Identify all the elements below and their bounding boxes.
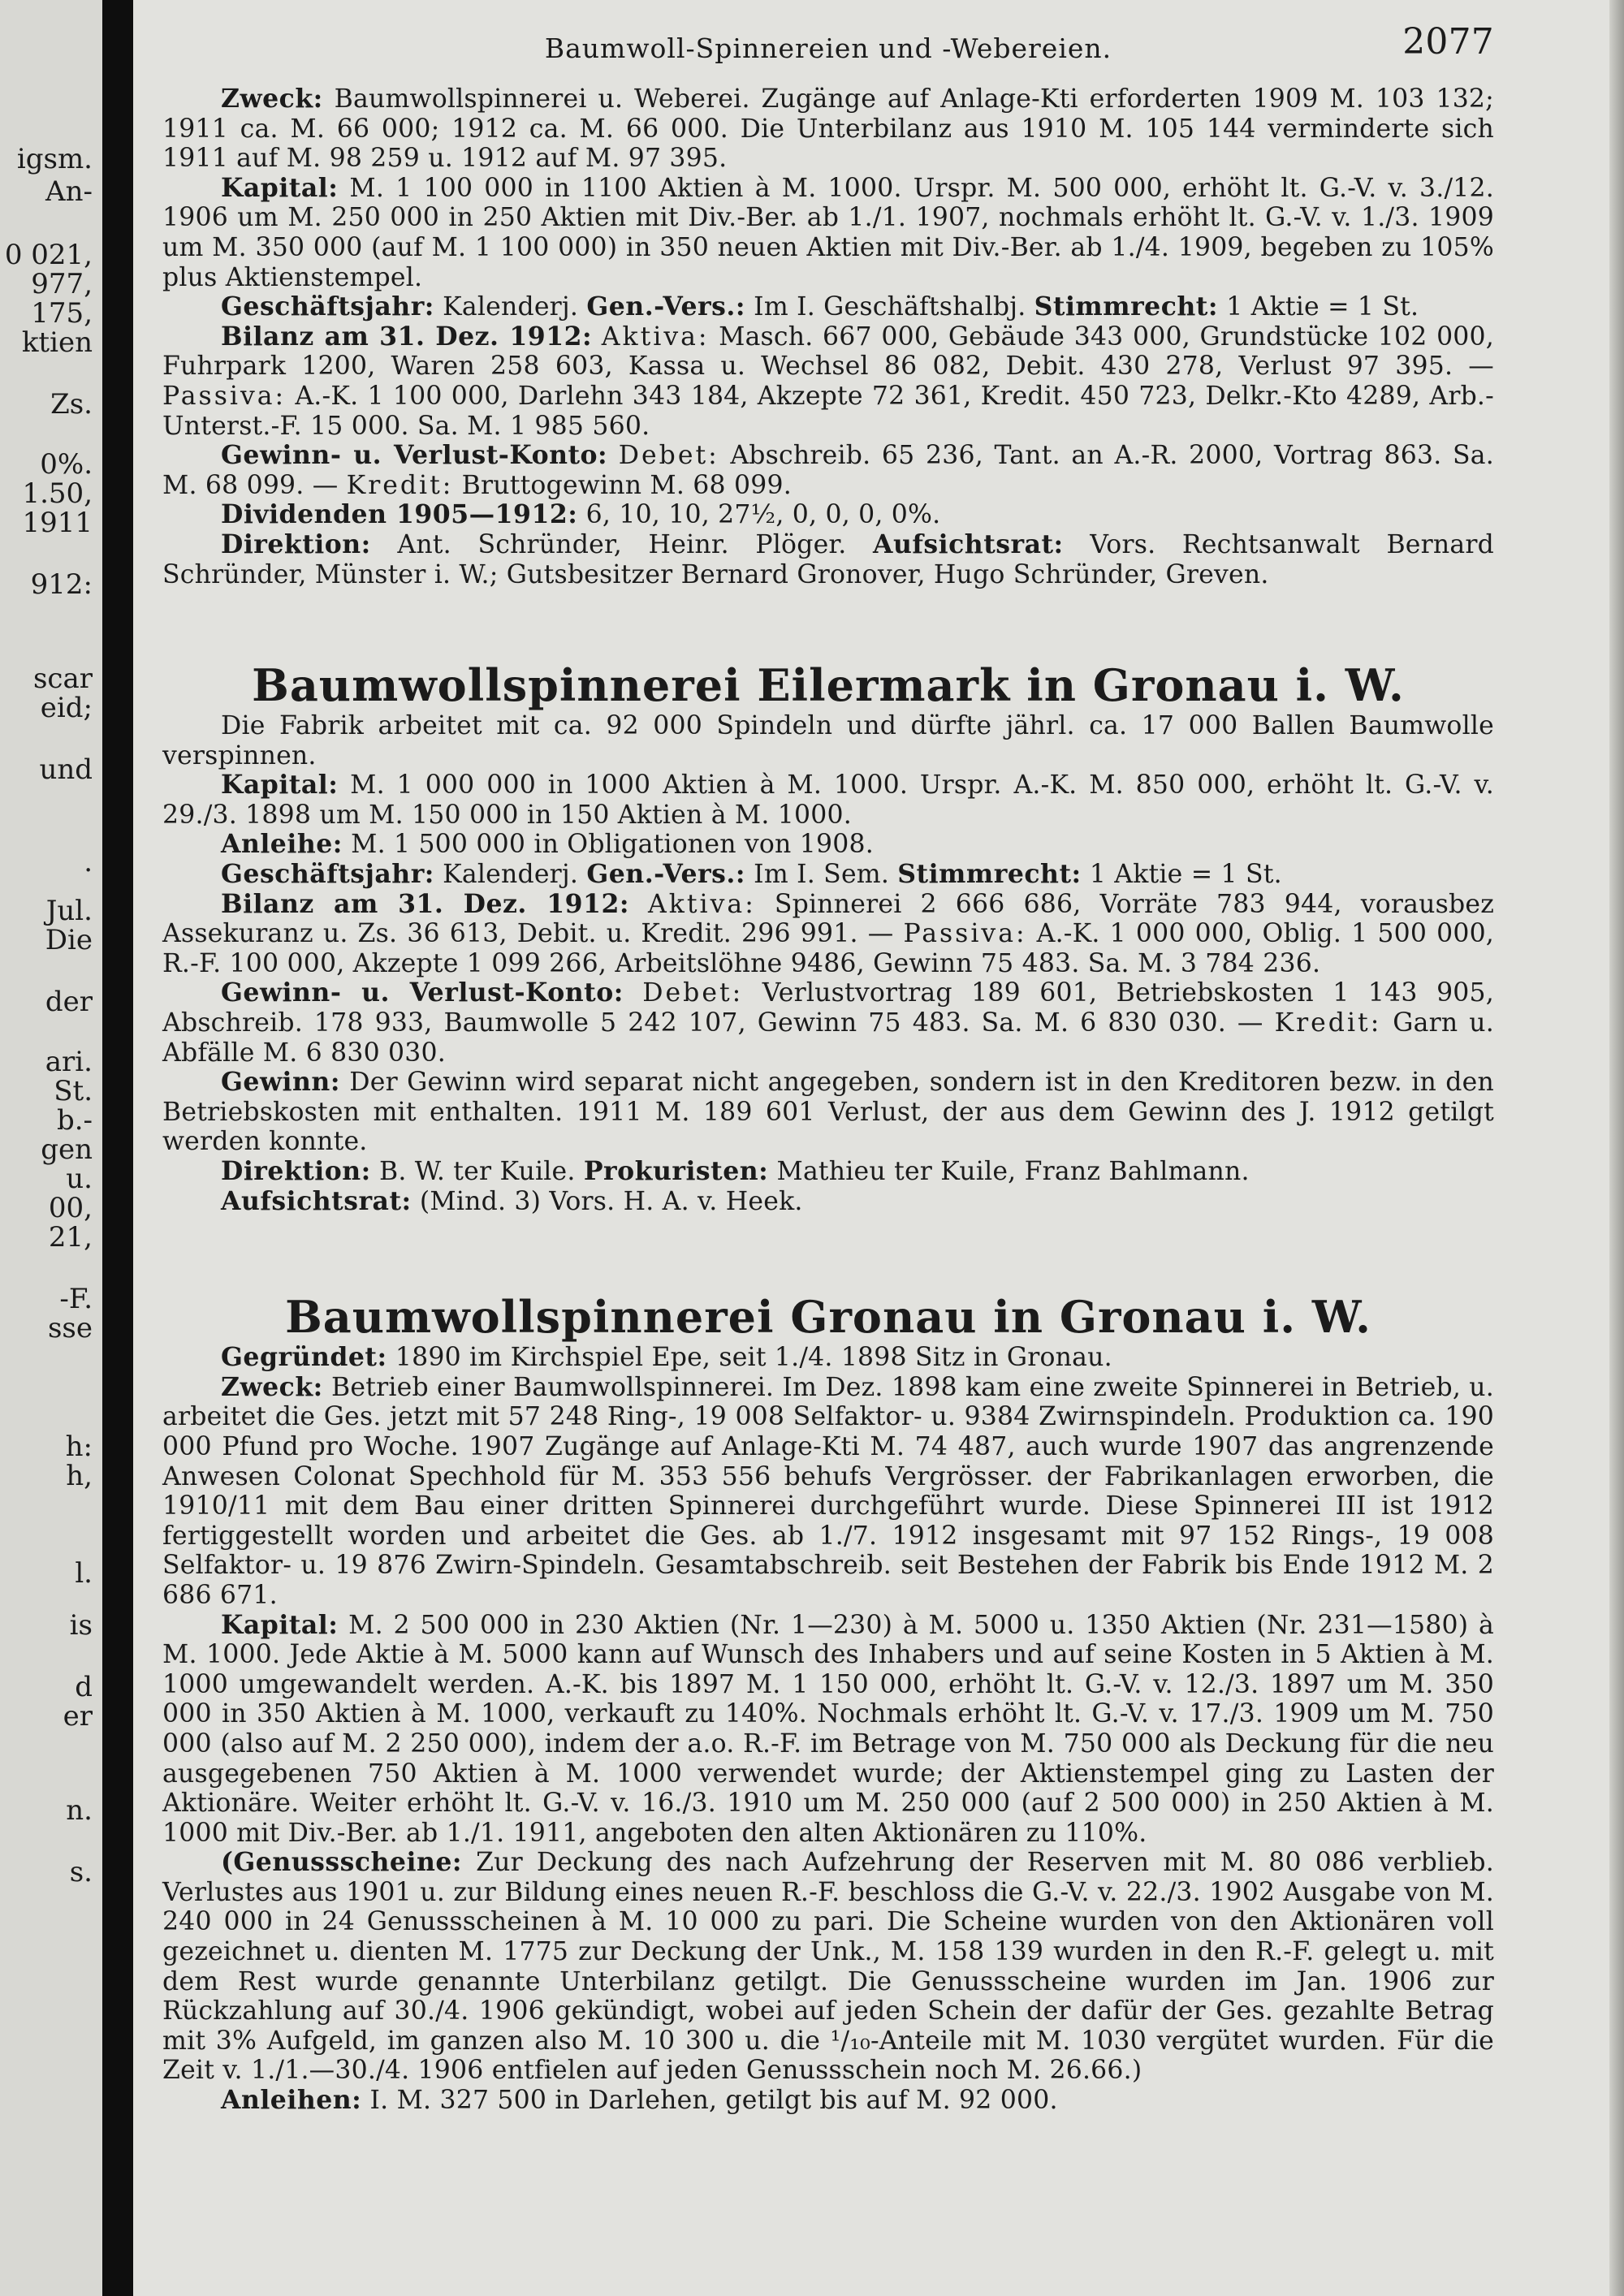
margin-fragment: l. — [75, 1557, 93, 1590]
section-eilermark — [162, 659, 1494, 1216]
company-title-eilermark: Baumwollspinnerei Eilermark in Gronau i. W. — [252, 659, 1405, 712]
anleihen-text: I. M. 327 500 in Darlehen, getilgt bis auf M. 92 000. — [369, 2086, 1058, 2116]
anleihen-label: Anleihen: — [221, 2085, 362, 2116]
margin-fragment: Die — [45, 924, 93, 956]
margin-fragment: er — [63, 1700, 93, 1733]
kapital-paragraph — [162, 770, 1494, 830]
running-head-title: Baumwoll-Spinnereien und -Webereien. — [544, 32, 1112, 64]
neighbouring-page-fragment — [0, 0, 102, 2296]
margin-fragment: u. — [66, 1163, 93, 1195]
page-gutter-shadow — [102, 0, 133, 2296]
margin-fragment: b.- — [56, 1104, 93, 1137]
passiva-label: Passiva: — [903, 919, 1027, 949]
margin-fragment: 175, — [31, 297, 93, 330]
aufsichtsrat-paragraph — [162, 1187, 1494, 1217]
genvers-label: Gen.-Vers.: — [586, 291, 745, 322]
intro-text: Die Fabrik arbeitet mit ca. 92 000 Spindeln und dürfte jährl. ca. 17 000 Ballen Baumwolle verspinnen. — [162, 711, 1494, 770]
direktion-label: Direktion: — [221, 1156, 371, 1186]
debet-text: Verlustvortrag 189 601, Betriebskosten 1 143 905, Abschreib. 178 933, Baumwolle 5 242 107, Gewinn 75 483. Sa. M. 6 830 030. — — [162, 978, 1495, 1038]
margin-fragment: gen — [41, 1133, 93, 1166]
kredit-text: Garn u. Abfälle M. 6 830 030. — [162, 1008, 1495, 1068]
margin-fragment: 912: — [30, 568, 93, 601]
kapital-text: M. 1 100 000 in 1100 Aktien à M. 1000. Urspr. M. 500 000, erhöht lt. G.-V. v. 3./12. 1906 um M. 250 000 in 250 Aktien mit Div.-Ber. ab 1./1. 1907, nochmals erhöht lt. G.-V. v. 1./3. 1909 um M. 350 000 (auf M. 1 100 000) in 350 neuen Aktien mit Div.-Ber. ab 1./4. 1909, begeben zu 105% plus Aktienstempel. — [162, 173, 1494, 292]
anleihen-paragraph — [162, 2086, 1494, 2116]
geschaeftsjahr-label: Geschäftsjahr: — [221, 859, 434, 890]
prokuristen-label: Prokuristen: — [583, 1156, 769, 1186]
section-gronau — [162, 1291, 1494, 2115]
kredit-text: Bruttogewinn M. 68 099. — [461, 470, 792, 500]
direktion-text: Ant. Schründer, Heinr. Plöger. — [397, 529, 847, 559]
debet-label: Debet: — [618, 441, 719, 471]
kapital-paragraph — [162, 174, 1494, 292]
company-title-gronau: Baumwollspinnerei Gronau in Gronau i. W. — [285, 1291, 1371, 1344]
margin-fragment: n. — [66, 1794, 93, 1827]
aufsichtsrat-label: Aufsichtsrat: — [221, 1185, 412, 1216]
aufsichtsrat-label: Aufsichtsrat: — [873, 529, 1064, 559]
page-content — [162, 21, 1495, 2116]
margin-fragment: ari. — [45, 1046, 93, 1078]
gegruendet-label: Gegründet: — [221, 1342, 387, 1373]
kredit-label: Kredit: — [1274, 1008, 1382, 1038]
geschaeftsjahr-label: Geschäftsjahr: — [221, 291, 434, 322]
kapital-label: Kapital: — [221, 1609, 339, 1640]
margin-fragment: 1.50, — [22, 477, 93, 510]
margin-fragment: 0%. — [40, 448, 93, 481]
passiva-text: A.-K. 1 000 000, Oblig. 1 500 000, R.-F. 100 000, Akzepte 1 099 266, Arbeitslöhne 9486, Gewinn 75 483. Sa. M. 3 784 236. — [162, 919, 1495, 978]
page-edge-shadow — [1609, 0, 1624, 2296]
margin-fragment: . — [84, 846, 93, 878]
genvers-label: Gen.-Vers.: — [586, 859, 745, 890]
dividenden-paragraph — [162, 500, 1494, 530]
section-spacer — [162, 1216, 1494, 1291]
margin-fragment: s. — [69, 1856, 93, 1888]
gewinn-paragraph — [162, 1068, 1494, 1157]
passiva-text: A.-K. 1 100 000, Darlehn 343 184, Akzepte 72 361, Kredit. 450 723, Delkr.-Kto 4289, Arb.-Unterst.-F. 15 000. Sa. M. 1 985 560. — [162, 381, 1494, 441]
geschaeftsjahr-text: Kalenderj. — [443, 292, 579, 322]
gewinn-label: Gewinn: — [221, 1067, 340, 1098]
kapital-paragraph — [162, 1611, 1494, 1849]
aufsichtsrat-text: (Mind. 3) Vors. H. A. v. Heek. — [419, 1186, 803, 1216]
anleihe-label: Anleihe: — [221, 829, 343, 860]
bilanz-paragraph — [162, 322, 1494, 441]
margin-fragment: scar — [32, 662, 93, 695]
bilanz-label: Bilanz am 31. Dez. 1912: — [221, 321, 593, 352]
aufsichtsrat-text: Vors. Rechtsanwalt Bernard Schründer, Münster i. W.; Gutsbesitzer Bernard Gronover, Hugo Schründer, Greven. — [162, 529, 1494, 589]
genussscheine-paragraph — [162, 1848, 1494, 2086]
margin-fragment: -F. — [59, 1283, 93, 1315]
zweck-label: Zweck: — [221, 84, 323, 114]
kapital-label: Kapital: — [221, 770, 339, 801]
gegruendet-text: 1890 im Kirchspiel Epe, seit 1./4. 1898 Sitz in Gronau. — [395, 1343, 1112, 1373]
debet-label: Debet: — [642, 978, 744, 1008]
margin-fragment: h: — [65, 1431, 93, 1463]
kredit-label: Kredit: — [346, 470, 454, 500]
genussscheine-text: Zur Deckung des nach Aufzehrung der Reserven mit M. 80 086 verblieb. Verlustes aus 1901 u. zur Bildung eines neuen R.-F. beschloss die G.-V. v. 22./3. 1902 Ausgabe von M. 240 000 in 24 Genussscheinen à M. 10 000 zu pari. Die Scheine wurden von den Aktionären voll gezeichnet u. dienten M. 1775 zur Deckung der Unk., M. 158 139 wurden in den R.-F. gelegt u. mit dem Rest wurde genannte Unterbilanz getilgt. Die Genussscheine wurden im Jan. 1906 zur Rückzahlung auf 30./4. 1906 gekündigt, wobei auf jeden Schein der dafür der Ges. gezahlte Betrag mit 3% Aufgeld, im ganzen also M. 10 300 u. die ¹/₁₀-Anteile mit M. 1030 vergütet wurden. Für die Zeit v. 1./1.—30./4. 1906 entfielen auf jeden Genussschein noch M. 26.66.) — [162, 1848, 1494, 2086]
margin-fragment: der — [45, 986, 93, 1018]
genussscheine-label: (Genussscheine: — [221, 1847, 463, 1878]
margin-fragment: is — [69, 1609, 93, 1642]
aktiva-label: Aktiva: — [648, 889, 756, 919]
gegruendet-paragraph — [162, 1343, 1494, 1373]
margin-fragment: 00, — [48, 1192, 93, 1224]
stimmrecht-label: Stimmrecht: — [1034, 291, 1218, 322]
margin-fragment: h, — [66, 1460, 93, 1492]
aktiva-text: Masch. 667 000, Gebäude 343 000, Grundstücke 102 000, Fuhrpark 1200, Waren 258 603, Kassa u. Wechsel 86 082, Debit. 430 278, Verlust 97 395. — — [162, 322, 1494, 382]
dividenden-label: Dividenden 1905—1912: — [221, 499, 578, 530]
guv-label: Gewinn- u. Verlust-Konto: — [221, 978, 624, 1008]
bilanz-label: Bilanz am 31. Dez. 1912: — [221, 888, 629, 919]
section-spacer — [162, 589, 1494, 659]
genvers-text: Im I. Sem. — [754, 860, 890, 890]
gewinn-text: Der Gewinn wird separat nicht angegeben, sondern ist in den Kreditoren bezw. in den Betriebskosten mit enthalten. 1911 M. 189 601 Verlust, der aus dem Gewinn des J. 1912 getilgt werden konnte. — [162, 1068, 1494, 1157]
genvers-text: Im I. Geschäftshalbj. — [754, 292, 1026, 322]
margin-fragment: und — [39, 753, 93, 786]
margin-fragment: 977, — [31, 268, 93, 300]
debet-text: Abschreib. 65 236, Tant. an A.-R. 2000, Vortrag 863. Sa. M. 68 099. — — [162, 441, 1494, 500]
zweck-text: Betrieb einer Baumwollspinnerei. Im Dez. 1898 kam eine zweite Spinnerei in Betrieb, u. arbeitet die Ges. jetzt mit 57 248 Ring-, 19 008 Selfaktor- u. 9384 Zwirnspindeln. Produktion ca. 190 000 Pfund pro Woche. 1907 Zugänge auf Anlage-Kti M. 74 487, auch wurde 1907 das angrenzende Anwesen Colonat Spechhold für M. 353 556 behufs Vergrösser. der Fabrikanlagen erworben, die 1910/11 mit dem Bau einer dritten Spinnerei durchgeführt wurde. Diese Spinnerei III ist 1912 fertiggestellt worden und arbeitet die Ges. ab 1./7. 1912 insgesamt mit 97 152 Rings-, 19 008 Selfaktor- u. 19 876 Zwirn-Spindeln. Gesamtabschreib. seit Bestehen der Fabrik bis Ende 1912 M. 2 686 671. — [162, 1372, 1494, 1610]
margin-fragment: Zs. — [50, 388, 93, 421]
kapital-label: Kapital: — [221, 172, 339, 203]
margin-fragment: St. — [54, 1075, 93, 1107]
zweck-paragraph — [162, 84, 1494, 174]
direktion-label: Direktion: — [221, 529, 371, 559]
bilanz-paragraph — [162, 890, 1494, 979]
margin-fragment: ktien — [21, 326, 93, 359]
stimmrecht-label: Stimmrecht: — [897, 859, 1082, 890]
passiva-label: Passiva: — [162, 381, 287, 411]
intro-paragraph — [162, 711, 1494, 770]
kapital-text: M. 1 000 000 in 1000 Aktien à M. 1000. Urspr. A.-K. M. 850 000, erhöht lt. G.-V. v. 29./3. 1898 um M. 150 000 in 150 Aktien à M. 1000. — [162, 770, 1494, 830]
anleihe-paragraph — [162, 830, 1494, 860]
guv-label: Gewinn- u. Verlust-Konto: — [221, 440, 608, 471]
margin-fragment: 21, — [48, 1221, 93, 1254]
margin-fragment: An- — [45, 175, 93, 208]
anleihe-text: M. 1 500 000 in Obligationen von 1908. — [351, 830, 874, 860]
section-previous-company — [162, 84, 1494, 589]
direktion-paragraph — [162, 530, 1494, 589]
zweck-text: Baumwollspinnerei u. Weberei. Zugänge auf Anlage-Kti erforderten 1909 M. 103 132; 1911 ca. M. 66 000; 1912 ca. M. 66 000. Die Unterbilanz aus 1910 M. 105 144 verminderte sich 1911 auf M. 98 259 u. 1912 auf M. 97 395. — [162, 84, 1494, 174]
aktiva-text: Spinnerei 2 666 686, Vorräte 783 944, vorausbez Assekuranz u. Zs. 36 613, Debit. u. Kredit. 296 991. — — [162, 889, 1494, 949]
direktion-text: B. W. ter Kuile. — [379, 1157, 576, 1186]
margin-fragment: d — [75, 1671, 93, 1703]
geschaeftsjahr-text: Kalenderj. — [443, 860, 579, 890]
dividenden-text: 6, 10, 10, 27½, 0, 0, 0, 0%. — [585, 500, 941, 530]
margin-fragment: eid; — [40, 692, 93, 724]
page-number: 2077 — [1402, 21, 1494, 63]
geschaeftsjahr-paragraph — [162, 292, 1494, 322]
direktion-paragraph — [162, 1157, 1494, 1187]
guv-paragraph — [162, 978, 1494, 1068]
margin-fragment: 1911 — [22, 507, 93, 539]
stimmrecht-text: 1 Aktie = 1 St. — [1226, 292, 1419, 322]
kapital-text: M. 2 500 000 in 230 Aktien (Nr. 1—230) à M. 5000 u. 1350 Aktien (Nr. 231—1580) à M. 1000. Jede Aktie à M. 5000 kann auf Wunsch des Inhabers und auf seine Kosten in 5 Aktien à M. 1000 umgewandelt werden. A.-K. bis 1897 M. 1 150 000, erhöht lt. G.-V. v. 12./3. 1897 um M. 350 000 in 350 Aktien à M. 1000, verkauft zu 140%. Nochmals erhöht lt. G.-V. v. 17./3. 1909 um M. 750 000 (also auf M. 2 250 000), indem der a.o. R.-F. im Betrage von M. 750 000 als Deckung für die neu ausgegebenen 750 Aktien à M. 1000 verwendet wurde; der Aktienstempel ging zu Lasten der Aktionäre. Weiter erhöht lt. G.-V. v. 16./3. 1910 um M. 250 000 (auf 2 500 000) in 250 Aktien à M. 1000 mit Div.-Ber. ab 1./1. 1911, angeboten den alten Aktionären zu 110%. — [162, 1610, 1495, 1848]
stimmrecht-text: 1 Aktie = 1 St. — [1089, 860, 1282, 890]
margin-fragment: Jul. — [45, 895, 93, 927]
running-head — [162, 21, 1494, 73]
zweck-paragraph — [162, 1373, 1494, 1611]
margin-fragment: 0 021, — [4, 239, 93, 271]
zweck-label: Zweck: — [221, 1371, 323, 1402]
prokuristen-text: Mathieu ter Kuile, Franz Bahlmann. — [776, 1157, 1250, 1186]
aktiva-label: Aktiva: — [601, 322, 710, 352]
margin-fragment: igsm. — [16, 143, 93, 175]
guv-paragraph — [162, 441, 1494, 500]
geschaeftsjahr-paragraph — [162, 860, 1494, 890]
margin-fragment: sse — [47, 1312, 93, 1344]
